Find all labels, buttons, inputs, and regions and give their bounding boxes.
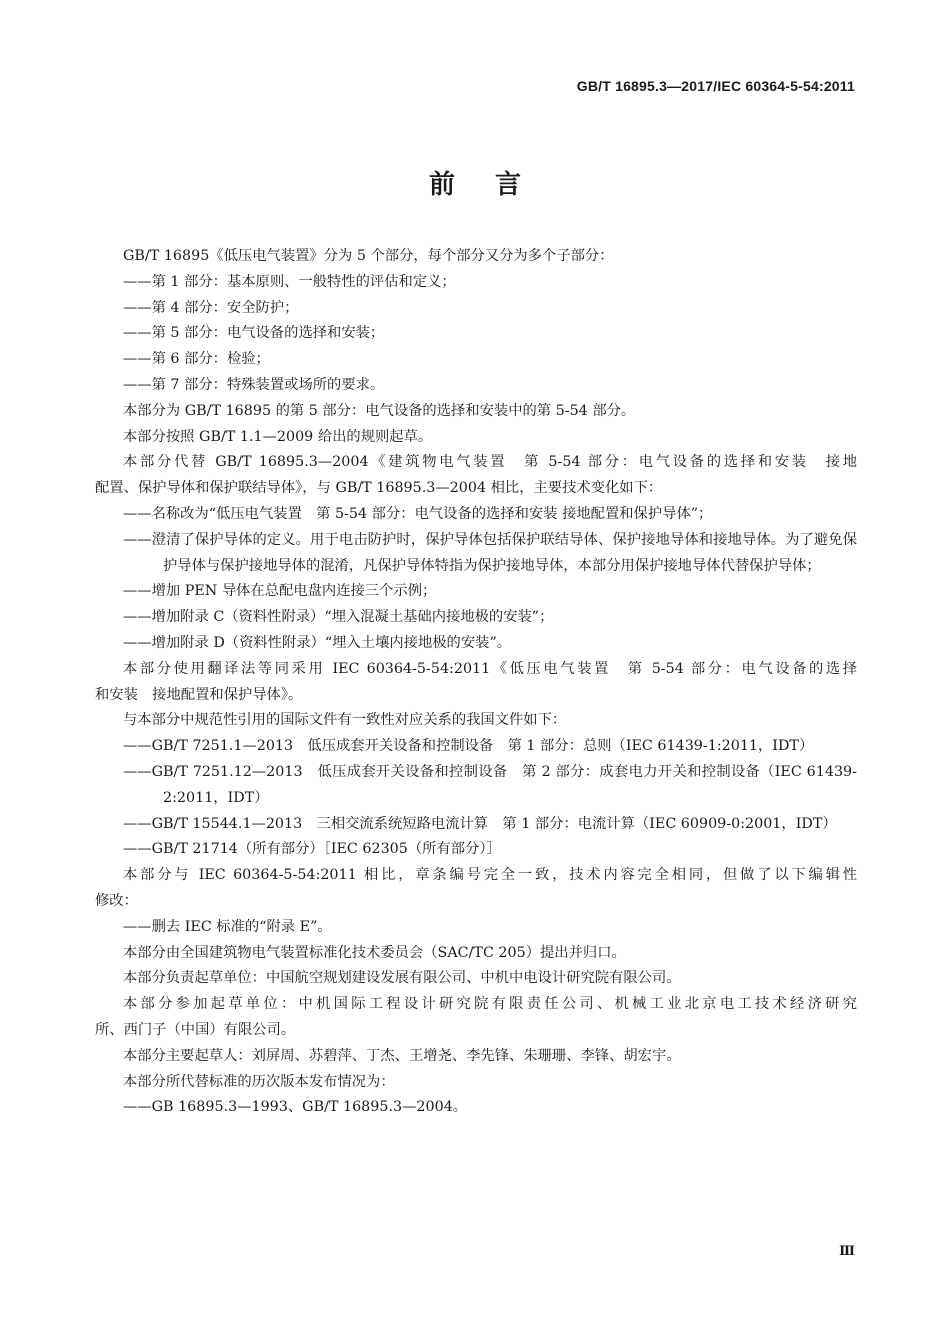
correspondence-paragraph: 与本部分中规范性引用的国际文件有一致性对应关系的我国文件如下： bbox=[123, 712, 567, 729]
drafting-rule-paragraph: 本部分按照 GB/T 1.1—2009 给出的规则起草。 bbox=[123, 428, 433, 445]
history-paragraph: 本部分所代替标准的历次版本发布情况为： bbox=[123, 1073, 395, 1090]
replaces-line-1: 本部分代替 GB/T 16895.3—2004《建筑物电气装置 第 5-54 部分：电气设备的选择和安装 接地 bbox=[123, 454, 857, 471]
responsible-paragraph: 本部分负责起草单位：中国航空规划建设发展有限公司、中机中电设计研究院有限公司。 bbox=[123, 970, 681, 987]
change-item: ——增加 PEN 导体在总配电盘内连接三个示例； bbox=[123, 583, 437, 600]
reference-item: ——GB/T 21714（所有部分）［IEC 62305（所有部分）］ bbox=[123, 841, 501, 858]
part-of-paragraph: 本部分为 GB/T 16895 的第 5 部分：电气设备的选择和安装中的第 5-54 部分。 bbox=[123, 402, 636, 419]
editorial-item: ——删去 IEC 标准的“附录 E”。 bbox=[123, 918, 332, 935]
drafters-paragraph: 本部分主要起草人：刘屏周、苏碧萍、丁杰、王增尧、李先锋、朱珊珊、李锋、胡宏宇。 bbox=[123, 1047, 681, 1064]
reference-item: ——GB/T 7251.12—2013 低压成套开关设备和控制设备 第 2 部分：成套电力开关和控制设备（IEC 61439-2:2011，IDT） bbox=[123, 763, 857, 806]
editorial-line-1: 本部分与 IEC 60364-5-54:2011 相比，章条编号完全一致，技术内容完全相同，但做了以下编辑性 bbox=[123, 867, 857, 884]
participating-line-2: 所、西门子（中国）有限公司。 bbox=[95, 1021, 296, 1038]
change-item: ——名称改为“低压电气装置 第 5-54 部分：电气设备的选择和安装 接地配置和保护导体”； bbox=[123, 505, 713, 522]
reference-item: ——GB/T 7251.1—2013 低压成套开关设备和控制设备 第 1 部分：总则（IEC 61439-1:2011，IDT） bbox=[123, 738, 814, 755]
foreword-body bbox=[95, 244, 857, 1121]
editorial-paragraph bbox=[95, 863, 857, 915]
translation-line-1: 本部分使用翻译法等同采用 IEC 60364-5-54:2011《低压电气装置 第 5-54 部分：电气设备的选择 bbox=[123, 660, 857, 677]
standard-code-header: GB/T 16895.3—2017/IEC 60364-5-54:2011 bbox=[576, 78, 855, 94]
translation-paragraph bbox=[95, 657, 857, 709]
part-list-item: ——第 6 部分：检验； bbox=[123, 351, 270, 368]
intro-paragraph: GB/T 16895《低压电气装置》分为 5 个部分，每个部分又分为多个子部分： bbox=[123, 248, 614, 264]
reference-item: ——GB/T 15544.1—2013 三相交流系统短路电流计算 第 1 部分：电流计算（IEC 60909-0:2001，IDT） bbox=[123, 815, 837, 832]
part-list-item: ——第 7 部分：特殊装置或场所的要求。 bbox=[123, 376, 385, 393]
part-list-item: ——第 1 部分：基本原则、一般特性的评估和定义； bbox=[123, 273, 456, 290]
translation-line-2: 和安装 接地配置和保护导体》。 bbox=[95, 686, 303, 703]
page-number: Ⅲ bbox=[839, 1244, 855, 1259]
change-item: ——增加附录 C（资料性附录）“埋入混凝土基础内接地极的安装”； bbox=[123, 609, 554, 626]
participating-paragraph bbox=[95, 992, 857, 1044]
part-list-item: ——第 5 部分：电气设备的选择和安装； bbox=[123, 325, 385, 342]
replaces-paragraph bbox=[95, 450, 857, 502]
participating-line-1: 本部分参加起草单位：中机国际工程设计研究院有限责任公司、机械工业北京电工技术经济研究 bbox=[123, 996, 857, 1013]
part-list-item: ——第 4 部分：安全防护； bbox=[123, 299, 299, 316]
change-item: ——增加附录 D（资料性附录）“埋入土壤内接地极的安装”。 bbox=[123, 634, 512, 651]
editorial-line-2: 修改： bbox=[95, 892, 138, 909]
history-item: ——GB 16895.3—1993、GB/T 16895.3—2004。 bbox=[123, 1099, 468, 1116]
change-item: ——澄清了保护导体的定义。用于电击防护时，保护导体包括保护联结导体、保护接地导体和接地导体。为了避免保护导体与保护接地导体的混淆，凡保护导体特指为保护接地导体，本部分用保护接地导体代替保护导体； bbox=[123, 531, 857, 574]
replaces-line-2: 配置、保护导体和保护联结导体》，与 GB/T 16895.3—2004 相比，主要技术变化如下： bbox=[95, 480, 663, 497]
page-title: 前言 bbox=[428, 170, 561, 200]
proposed-paragraph: 本部分由全国建筑物电气装置标准化技术委员会（SAC/TC 205）提出并归口。 bbox=[123, 944, 626, 961]
